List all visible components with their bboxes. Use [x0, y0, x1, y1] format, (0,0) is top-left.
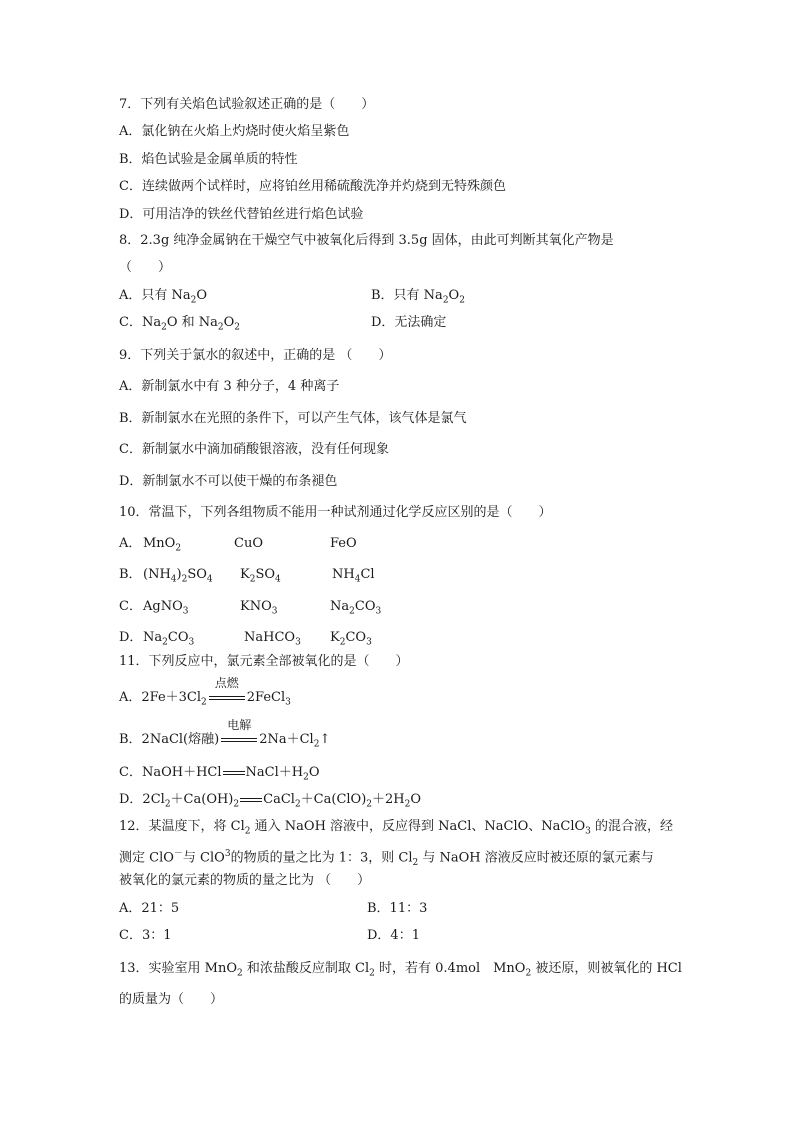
q8-stem: 8．2.3g 纯净金属钠在干燥空气中被氧化后得到 3.5g 固体，由此可判断其氧化产物是 — [119, 233, 614, 248]
formula-text: C．NaOH＋HCl — [119, 765, 222, 780]
q12-option-c: C．3：1 — [119, 928, 172, 943]
subscript: 3 — [188, 637, 195, 648]
formula-text: A．2Fe＋3Cl — [119, 690, 202, 705]
superscript: － — [173, 849, 183, 859]
formula-text: Na — [330, 599, 350, 614]
formula-text: B．2NaCl(熔融) — [119, 732, 220, 747]
subscript: 2 — [249, 574, 256, 585]
q8-c-text: C．Na — [119, 315, 162, 330]
subscript: 2 — [366, 799, 373, 810]
subscript: 4 — [354, 574, 361, 585]
q10-c-item1 — [143, 598, 188, 621]
q8-b-mid: O — [448, 288, 460, 303]
q12-option-b: B．11：3 — [367, 901, 428, 916]
subscript: 2 — [237, 968, 243, 979]
text: 的混合液，经 — [590, 819, 674, 834]
q8-option-b — [371, 287, 465, 310]
subscript: 3 — [285, 697, 291, 708]
q10-a-item1 — [143, 535, 181, 558]
formula-text: SO — [255, 567, 276, 582]
reaction-condition — [221, 718, 257, 749]
q12-stem-line3: 被氧化的氯元素的物质的量之比为 （ ） — [119, 873, 371, 888]
equals-sign — [240, 798, 262, 802]
text: 12．某温度下，将 Cl — [119, 819, 245, 834]
subscript: 2 — [233, 799, 240, 810]
q11-stem: 11．下列反应中，氯元素全部被氧化的是（ ） — [119, 654, 409, 669]
subscript: 2 — [442, 295, 449, 306]
q8-c-mid: O 和 Na — [166, 315, 218, 330]
formula-text: D．2Cl — [119, 792, 165, 807]
subscript: 2 — [349, 606, 355, 617]
formula-text: K — [330, 630, 340, 645]
q13-stem-line1 — [119, 960, 682, 983]
subscript: 2 — [404, 799, 411, 810]
superscript: 3 — [224, 849, 231, 859]
q10-d-item3 — [330, 629, 372, 652]
q10-c-item3 — [330, 598, 381, 621]
subscript: 3 — [366, 637, 372, 648]
text: 和浓盐酸反应制取 Cl — [242, 961, 370, 976]
subscript: 3 — [375, 606, 382, 617]
q8-c-mid2: O — [223, 315, 235, 330]
q9-option-c: C．新制氯水中滴加硝酸银溶液，没有任何现象 — [119, 442, 389, 457]
formula-text: Na — [143, 630, 163, 645]
formula-text: CaCl — [263, 792, 295, 807]
subscript: 2 — [162, 637, 168, 648]
q8-b-text: B．只有 Na — [371, 288, 443, 303]
formula-text: K — [240, 567, 250, 582]
q12-option-a: A．21：5 — [119, 901, 180, 916]
q10-b-item1 — [143, 566, 213, 589]
q10-option-d: D． — [119, 630, 143, 645]
subscript: 2 — [303, 772, 309, 783]
subscript: 2 — [459, 295, 465, 306]
text: 通入 NaOH 溶液中，反应得到 NaCl、NaClO、NaClO — [250, 819, 586, 834]
q10-b-item3: $NH_4Cl$ — [332, 567, 375, 585]
q10-a-item3: FeO — [330, 536, 357, 551]
q7-option-b: B．焰色试验是金属单质的特性 — [119, 152, 298, 167]
gas-arrow: ↑ — [319, 732, 331, 747]
subscript: 2 — [190, 295, 197, 306]
q10-option-c: C． — [119, 599, 142, 614]
q12-option-d: D．4：1 — [367, 928, 420, 943]
subscript: 2 — [525, 968, 532, 979]
q7-option-c: C．连续做两个试样时，应将铂丝用稀硫酸洗净并灼烧到无特殊颜色 — [119, 179, 506, 194]
formula-text: SO — [187, 567, 207, 582]
subscript: 4 — [170, 574, 177, 585]
formula-text: O — [410, 792, 422, 807]
formula-text: MnO — [143, 536, 176, 551]
formula-text: CO — [345, 630, 367, 645]
subscript: 4 — [206, 574, 213, 585]
subscript: 2 — [244, 826, 251, 837]
q12-stem-line1 — [119, 818, 673, 841]
subscript: 2 — [369, 968, 375, 979]
q11-option-a — [119, 676, 291, 712]
formula-text: (NH — [143, 567, 171, 582]
subscript: 2 — [181, 574, 188, 585]
q7-stem: 7．下列有关焰色试验叙述正确的是（ ） — [119, 97, 375, 112]
q11-option-d — [119, 791, 421, 814]
text: 13．实验室用 MnO — [119, 961, 238, 976]
q10-b-item2 — [240, 566, 281, 589]
formula-text: CO — [354, 599, 376, 614]
subscript: 3 — [295, 637, 301, 648]
equals-sign — [209, 696, 245, 700]
formula-text: KNO — [240, 599, 272, 614]
q10-option-a: A． — [119, 536, 142, 551]
formula-text: NaHCO — [244, 630, 296, 645]
q8-a-text: A．只有 Na — [119, 288, 191, 303]
q8-stem-paren: （ ） — [119, 260, 172, 275]
subscript: 3 — [271, 606, 278, 617]
subscript: 3 — [585, 826, 591, 837]
q8-option-d: D．无法确定 — [371, 315, 447, 330]
q12-stem-line2 — [119, 845, 654, 872]
formula-text: AgNO — [143, 599, 183, 614]
subscript: 2 — [412, 857, 419, 868]
formula-text: 2FeCl — [246, 690, 286, 705]
q8-a-tail: O — [196, 288, 208, 303]
q11-option-c — [119, 764, 320, 787]
text: 的物质的量之比为 1：3，则 Cl — [230, 850, 413, 866]
subscript: 2 — [164, 799, 171, 810]
subscript: 2 — [161, 322, 167, 333]
formula-text: ＋Ca(OH) — [170, 792, 234, 807]
formula-text: 2Na＋Cl — [259, 732, 314, 747]
q8-option-c — [119, 314, 240, 337]
subscript: 2 — [294, 799, 301, 810]
subscript: 2 — [217, 322, 224, 333]
condition-label: 点燃 — [214, 676, 239, 690]
subscript: 3 — [182, 606, 189, 617]
reaction-condition — [209, 676, 245, 707]
q9-option-b: B．新制氯水在光照的条件下，可以产生气体，该气体是氯气 — [119, 411, 467, 426]
q9-option-a: A．新制氯水中有 3 种分子，4 种离子 — [119, 379, 340, 394]
q8-option-a — [119, 287, 207, 310]
q10-c-item2 — [240, 598, 277, 621]
equals-sign — [223, 771, 245, 775]
text: 被还原，则被氧化的 HCl — [531, 961, 682, 976]
q7-option-a: A．氯化钠在火焰上灼烧时使火焰呈紫色 — [119, 124, 350, 139]
subscript: 2 — [313, 739, 320, 750]
equals-sign — [221, 738, 257, 742]
text: 与 ClO — [182, 850, 225, 866]
subscript: 4 — [275, 574, 281, 585]
text: 与 NaOH 溶液反应时被还原的氯元素与 — [418, 850, 654, 866]
text: 时，若有 0.4mol MnO — [374, 961, 526, 976]
formula-text: ＋2H — [372, 792, 405, 807]
formula-text: CO — [167, 630, 189, 645]
q7-option-d: D．可用洁净的铁丝代替铂丝进行焰色试验 — [119, 207, 364, 222]
formula-text: NaCl＋H — [245, 765, 304, 780]
formula-text: ＋Ca(ClO) — [300, 792, 367, 807]
q10-d-item2 — [244, 629, 301, 652]
q11-option-b — [119, 718, 331, 754]
formula-text: ) — [176, 567, 182, 582]
q10-d-item1 — [143, 629, 194, 652]
formula-text: O — [308, 765, 320, 780]
q10-stem: 10．常温下，下列各组物质不能用一种试剂通过化学反应区别的是（ ） — [119, 505, 552, 520]
subscript: 2 — [201, 697, 207, 708]
subscript: 2 — [339, 637, 346, 648]
q10-option-b: B． — [119, 567, 142, 582]
q10-a-item2: CuO — [234, 536, 263, 551]
subscript: 2 — [175, 543, 182, 554]
q9-option-d: D．新制氯水不可以使干燥的布条褪色 — [119, 474, 338, 489]
q13-stem-line2: 的质量为（ ） — [119, 992, 224, 1007]
subscript: 2 — [234, 322, 241, 333]
text: 测定 ClO — [119, 850, 174, 866]
q9-stem: 9．下列关于氯水的叙述中，正确的是 （ ） — [119, 348, 392, 363]
condition-label: 电解 — [227, 718, 252, 732]
